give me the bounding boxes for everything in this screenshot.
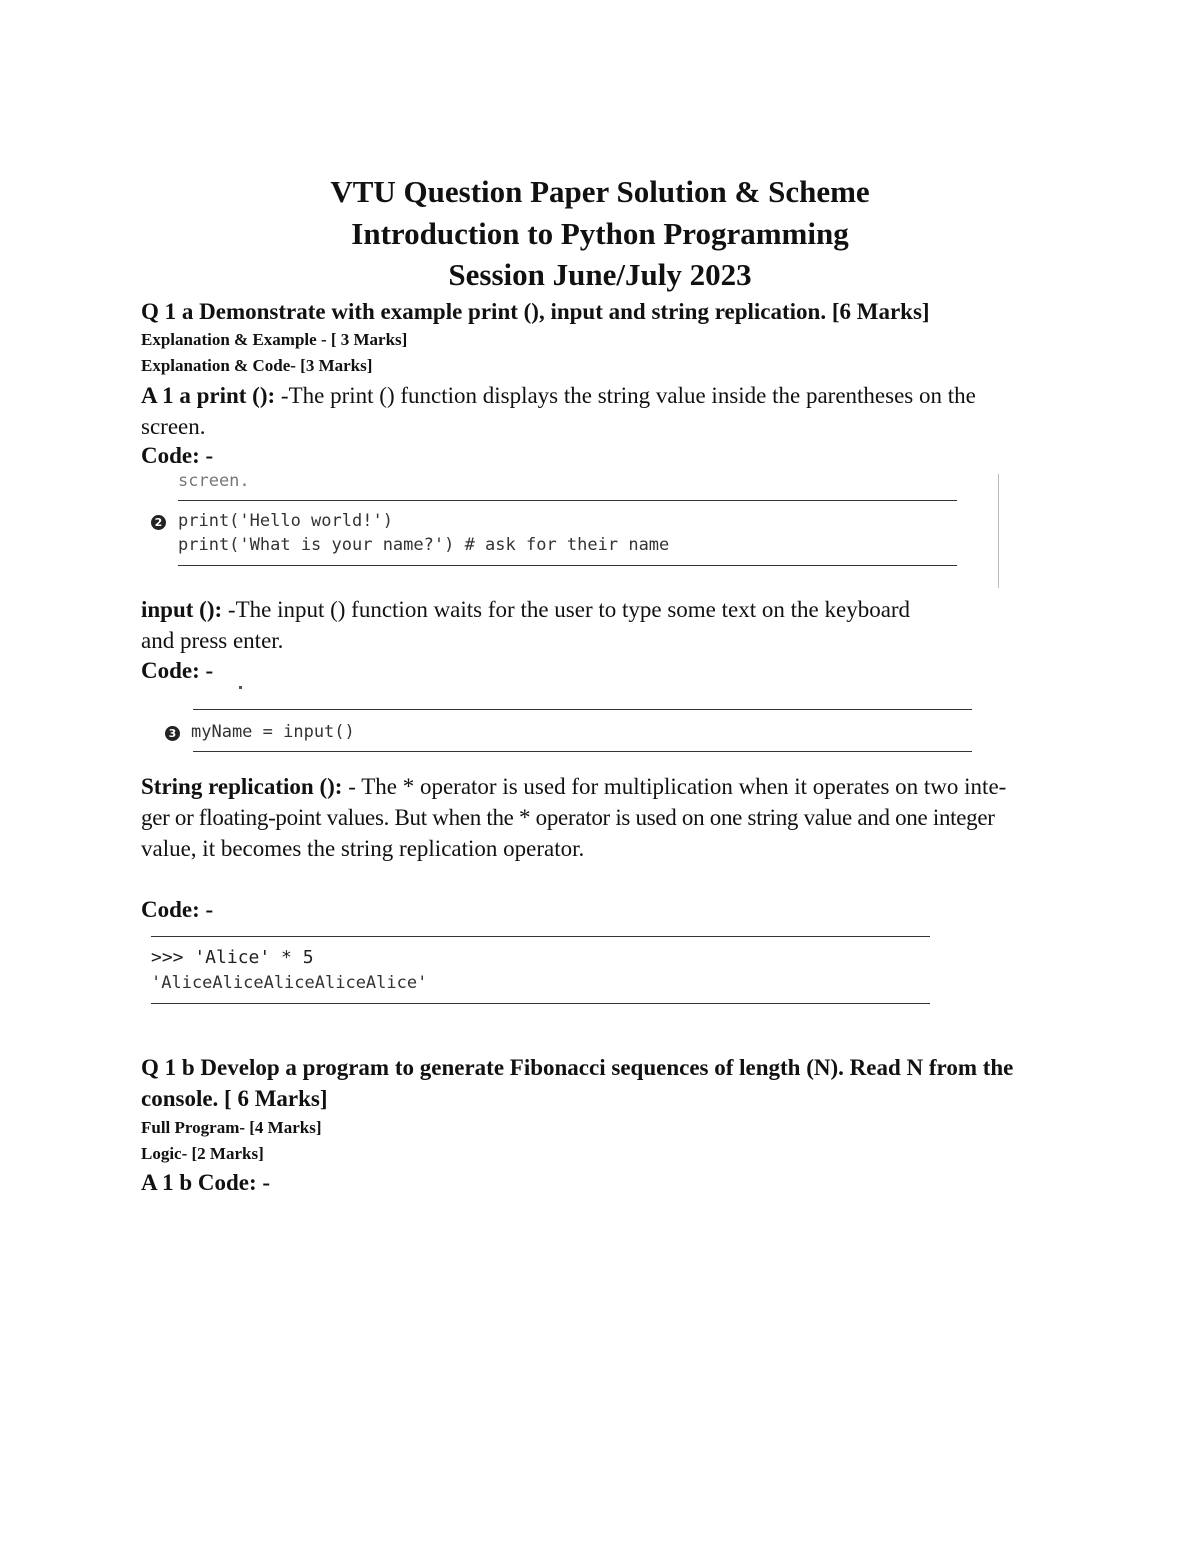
code-rule-top <box>178 500 957 501</box>
code-badge-3 <box>165 724 180 742</box>
session-title: Session June/July 2023 <box>448 257 752 292</box>
code-rule-top <box>193 709 972 710</box>
course-title: Introduction to Python Programming <box>351 216 849 251</box>
answer-1b-label: A 1 b Code: - <box>141 1170 271 1195</box>
question-1a: Q 1 a Demonstrate with example print (), input and string replication. [6 Marks] <box>141 299 930 324</box>
question-1b-line1: Q 1 b Develop a program to generate Fibonacci sequences of length (N). Read N from the <box>141 1055 1014 1080</box>
input-label: input (): <box>141 597 223 622</box>
code-line: print('What is your name?') # ask for their name <box>178 535 670 555</box>
input-text: -The input () function waits for the user to type some text on the keyboard <box>222 597 911 622</box>
code-badge-2 <box>151 513 166 531</box>
code-label-replication: Code: - <box>141 897 214 922</box>
code-fragment-cut: screen. <box>178 471 250 491</box>
code-rule-bottom <box>193 751 972 752</box>
input-desc-line1 <box>141 594 910 625</box>
answer-1a-text: -The print () function displays the string value inside the parentheses on the <box>275 383 976 408</box>
code-label-print: Code: - <box>141 443 214 468</box>
scheme-1a-part2: Explanation & Code- [3 Marks] <box>141 356 373 375</box>
input-desc-line2: and press enter. <box>141 628 284 653</box>
code-line: print('Hello world!') <box>178 511 393 531</box>
scheme-1b-part1: Full Program- [4 Marks] <box>141 1118 322 1137</box>
code-line: myName = input() <box>191 722 355 742</box>
numbered-badge-icon: 2 <box>151 515 166 530</box>
scheme-1a-part1: Explanation & Example - [ 3 Marks] <box>141 330 408 349</box>
code-line: >>> 'Alice' * 5 <box>151 947 314 968</box>
answer-1a-line2: screen. <box>141 414 206 439</box>
replication-desc-line3: value, it becomes the string replication operator. <box>141 836 585 861</box>
stray-dot <box>239 686 242 689</box>
code-label-input: Code: - <box>141 658 214 683</box>
code-rule-top <box>151 936 930 937</box>
answer-1a-label: A 1 a print (): <box>141 383 276 408</box>
answer-1a-line1 <box>141 380 976 411</box>
code-rule-bottom <box>151 1003 930 1004</box>
replication-text: - The * operator is used for multiplication when it operates on two inte- <box>342 774 1007 799</box>
question-1b-line2: console. [ 6 Marks] <box>141 1086 328 1111</box>
numbered-badge-icon: 3 <box>165 726 180 741</box>
crop-edge-line <box>998 474 999 588</box>
code-line: 'AliceAliceAliceAliceAlice' <box>151 973 428 993</box>
replication-label: String replication (): <box>141 774 343 799</box>
scheme-1b-part2: Logic- [2 Marks] <box>141 1144 264 1163</box>
doc-title: VTU Question Paper Solution & Scheme <box>330 174 870 209</box>
replication-desc-line2: ger or floating-point values. But when the * operator is used on one string value and one integer <box>141 805 995 830</box>
replication-desc-line1 <box>141 771 1006 802</box>
code-rule-bottom <box>178 565 957 566</box>
